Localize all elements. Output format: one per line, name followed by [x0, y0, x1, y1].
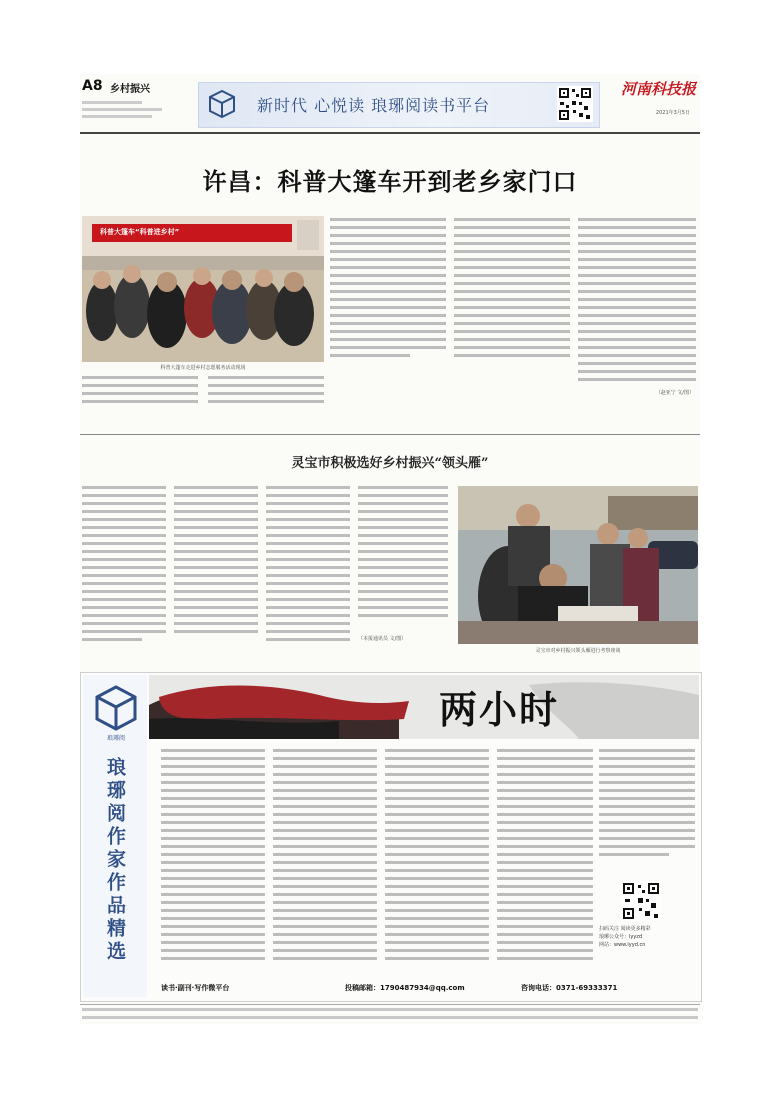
article1-byline: （赵亚宁 文/图） [655, 390, 694, 396]
village-meeting-photo [458, 486, 698, 644]
qr-line-1: 扫码关注 阅读更多精彩 [599, 926, 651, 932]
brand-cube-icon [91, 683, 141, 733]
text-lines [266, 484, 350, 654]
imprint-bar [80, 1004, 700, 1025]
text-lines [578, 216, 696, 406]
article2-headline: 灵宝市积极选好乡村振兴“领头雁” [291, 456, 489, 471]
qr-line-3: 网站：www.lyyd.cn [599, 942, 646, 948]
text-lines [454, 216, 570, 366]
newspaper-logo: 河南科技报 [620, 80, 696, 98]
footer-email[interactable]: 投稿邮箱：1790487934@qq.com [345, 984, 465, 992]
reading-platform-banner[interactable] [198, 82, 600, 128]
literary-col5 [599, 747, 695, 875]
literary-col3 [385, 747, 489, 975]
article2-body-col4 [358, 484, 448, 654]
text-lines [497, 747, 593, 975]
text-lines [358, 484, 448, 634]
qr-code-icon[interactable] [557, 86, 593, 122]
article1-headline: 许昌：科普大篷车开到老乡家门口 [202, 168, 578, 196]
text-lines [599, 747, 695, 875]
masthead [80, 74, 700, 134]
literary-col4 [497, 747, 593, 975]
text-lines [385, 747, 489, 975]
article1-body-col1 [330, 216, 446, 366]
footer-slogan: 读书·副刊·写作微平台 [161, 984, 230, 992]
literary-col2 [273, 747, 377, 975]
literary-col1 [161, 747, 265, 975]
article1-body-col2 [454, 216, 570, 366]
article2-photo-caption: 灵宝市对乡村振兴领头雁进行考察座谈 [535, 648, 621, 654]
footer-phone[interactable]: 咨询电话：0371-69333371 [521, 984, 618, 992]
book-cube-icon [207, 89, 237, 119]
section-code: A8 [82, 78, 103, 94]
text-lines [82, 484, 166, 654]
article2-body-col1 [82, 484, 166, 654]
literary-qr-code-icon[interactable] [621, 881, 661, 921]
ink-brush-art [149, 675, 699, 739]
masthead-editor-info [82, 100, 192, 122]
text-lines [161, 747, 265, 975]
article1-photo-caption: 科普大篷车走进乡村志愿服务活动现场 [160, 365, 246, 371]
imprint-text-lines [80, 1005, 700, 1023]
text-lines [273, 747, 377, 975]
literary-section [80, 672, 702, 1002]
literary-qr-info [599, 925, 693, 949]
qr-line-2: 琅琊公众号：lyyzd [599, 934, 643, 940]
literary-title: 两小时 [439, 687, 560, 732]
banner-slogan: 新时代 心悦读 琅琊阅读书平台 [257, 96, 491, 115]
article2-photo [458, 486, 698, 644]
section-name: 乡村振兴 [110, 84, 150, 95]
issue-date: 2021年3月5日 [655, 110, 690, 116]
literary-banner [149, 675, 699, 739]
text-lines [174, 484, 258, 654]
article1-photo [82, 216, 324, 362]
photo-banner-text: 科普大篷车“科普进乡村” [100, 228, 180, 236]
article2-body-col3 [266, 484, 350, 654]
article2-body-col2 [174, 484, 258, 654]
literary-sidebar [83, 675, 147, 997]
newspaper-page [80, 74, 700, 1024]
article1-body-col3 [578, 216, 696, 406]
vertical-title: 琅琊阅作家作品精选 [104, 757, 126, 964]
brand-label: 琅琊阅 [106, 735, 125, 742]
text-lines [330, 216, 446, 366]
literary-footer-strip [149, 979, 699, 997]
section-divider [80, 434, 700, 435]
article2-byline: （本报通讯员 文/图） [358, 636, 407, 642]
article1-lead [82, 374, 324, 414]
event-crowd-photo [82, 216, 324, 362]
text-lines [82, 374, 324, 414]
